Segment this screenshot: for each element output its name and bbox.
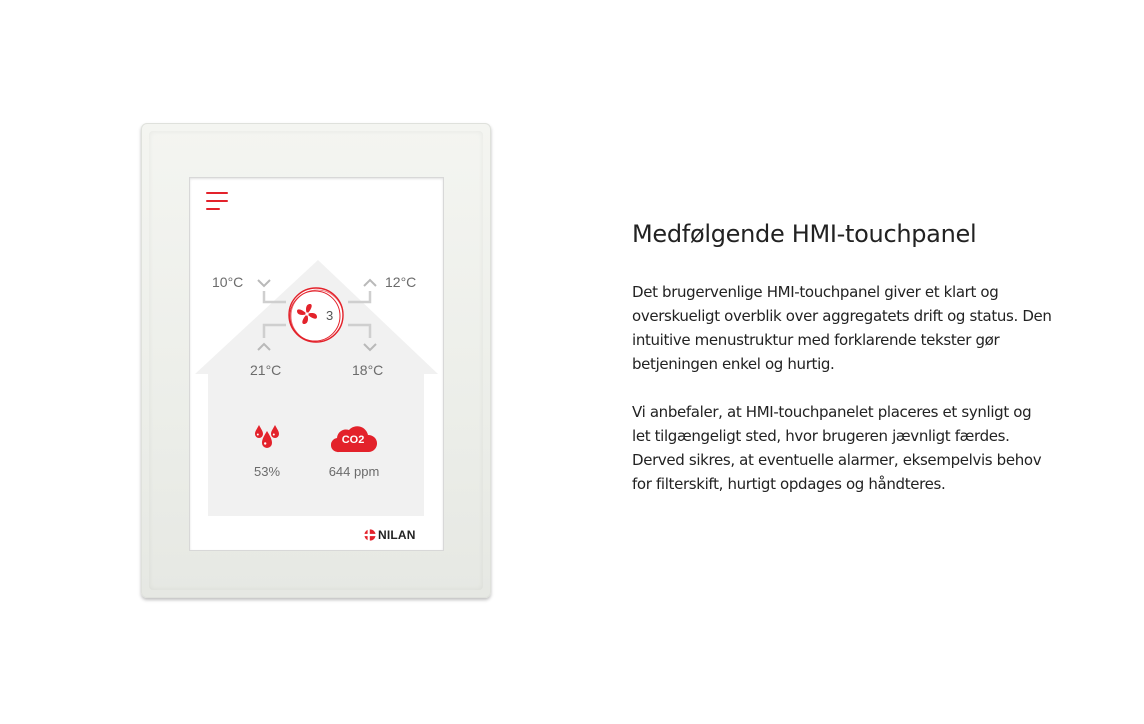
nilan-logo [364, 528, 416, 542]
extract-temperature: 18°C [352, 362, 384, 378]
co2-value: 644 ppm [328, 464, 380, 479]
description-paragraph-2: Vi anbefaler, at HMI-touchpanelet placeres et synligt og let tilgængeligt sted, hvor brugeren jævnligt færdes. Derved sikres, at eventuelle alarmer, eksempelvis behov for filterskift, hurtigt opdages og håndteres. [632, 403, 1042, 493]
section-heading: Medfølgende HMI-touchpanel [632, 220, 977, 248]
fan-level-button[interactable] [284, 284, 348, 348]
danish-flag-icon [364, 529, 376, 541]
touch-screen[interactable] [189, 177, 444, 551]
fan-level-value: 3 [326, 308, 334, 323]
hmi-panel-device [141, 123, 491, 598]
brand-name: NILAN [378, 528, 416, 542]
house-illustration [190, 178, 443, 550]
humidity-value: 53% [253, 464, 281, 479]
outdoor-temperature: 10°C [212, 274, 244, 290]
supply-temperature: 21°C [250, 362, 282, 378]
humidity-icon [252, 422, 282, 452]
description-paragraph-1: Det brugervenlige HMI-touchpanel giver et klart og overskueligt overblik over aggregatets drift og status. Den intuitive menustruktur med forklarende tekster gør betjeningen enkel og hurtig. [632, 283, 1052, 373]
co2-badge-label: CO2 [341, 434, 365, 446]
menu-icon[interactable] [205, 190, 229, 212]
exhaust-temperature: 12°C [385, 274, 417, 290]
